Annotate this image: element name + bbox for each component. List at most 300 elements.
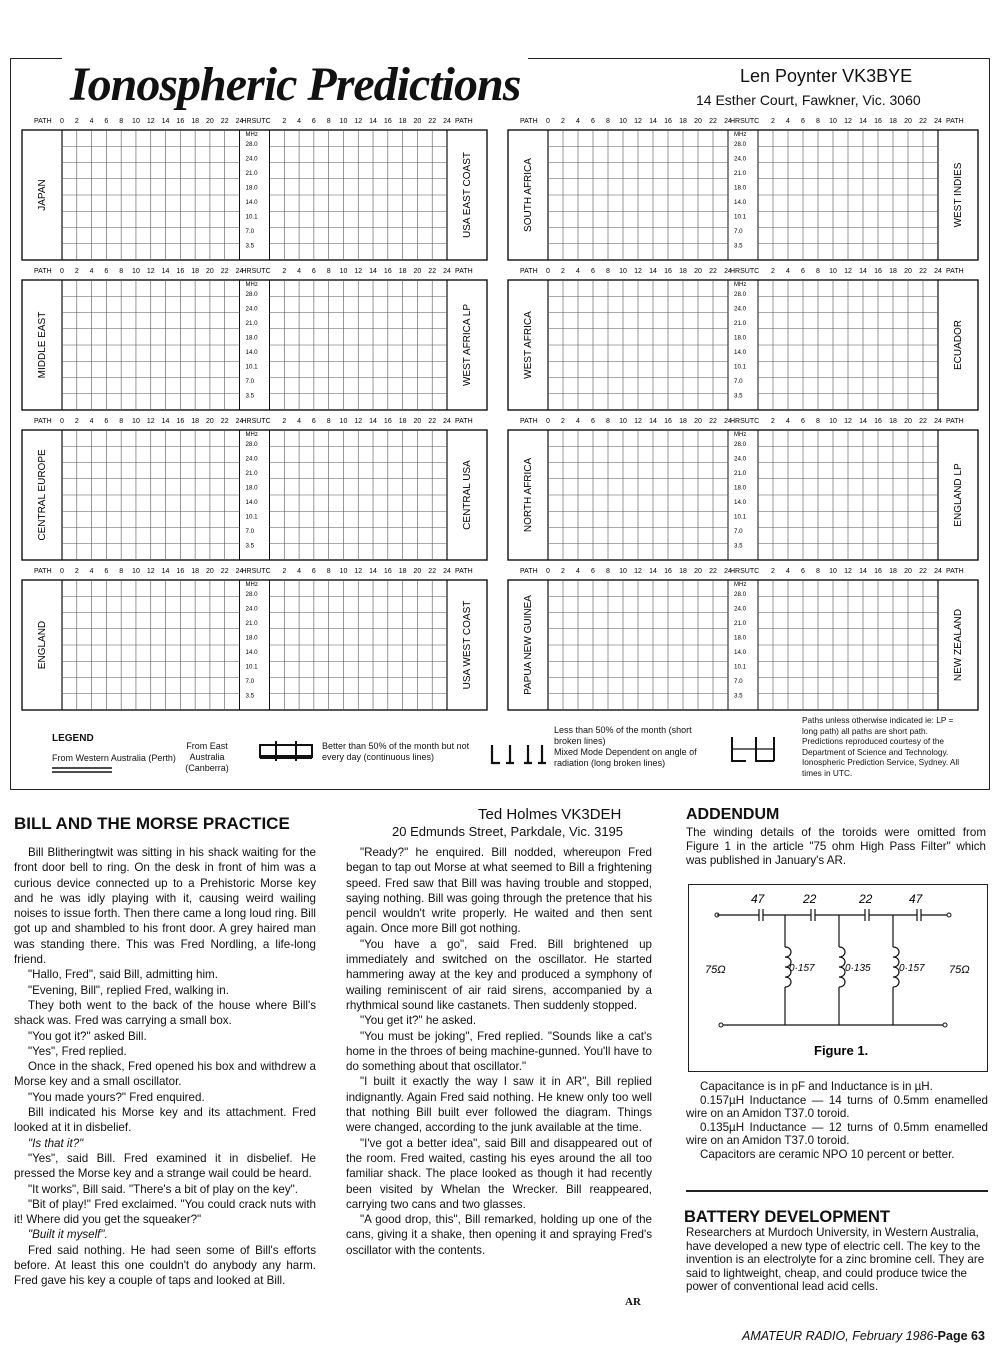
freq-tick-label: 3.5 <box>734 242 743 250</box>
hour-tick-label: 0 <box>60 418 64 425</box>
path-label-left: MIDDLE EAST <box>37 311 48 379</box>
hour-tick-label: 12 <box>634 118 642 125</box>
freq-tick-label: 21.0 <box>734 320 747 327</box>
freq-tick-label: 7.0 <box>245 228 255 235</box>
hour-tick-label: 16 <box>874 568 882 575</box>
hour-tick-label: 22 <box>709 118 717 125</box>
footer-date: February 1986- <box>848 1329 938 1343</box>
hour-tick-label: 14 <box>649 568 657 575</box>
hour-tick-label: 10 <box>829 268 837 275</box>
story-paragraph: "You get it?" he asked. <box>360 1014 477 1028</box>
story-paragraph: "Hallo, Fred", said Bill, admitting him. <box>28 968 218 982</box>
hour-tick-label: 22 <box>220 568 229 575</box>
hour-tick-label: 4 <box>297 418 302 425</box>
path-label-right: WEST INDIES <box>953 162 964 228</box>
axis-path-label: PATH <box>946 568 964 575</box>
freq-tick-label: 24.0 <box>245 155 258 163</box>
hour-tick-label: 4 <box>89 418 94 425</box>
story-paragraph: "Bit of play!" Fred exclaimed. "You could crack nuts with it! Where did you get the squeaker?" <box>14 1197 316 1227</box>
hour-tick-label: 16 <box>383 118 392 125</box>
story-paragraph: Bill indicated his Morse key and its attachment. Fred looked at it in disbelief. <box>14 1106 316 1135</box>
freq-tick-label: 28.0 <box>734 141 747 148</box>
hour-tick-label: 4 <box>297 268 302 275</box>
hour-tick-label: 10 <box>132 568 140 575</box>
hour-tick-label: 20 <box>694 568 702 575</box>
filter-schematic <box>689 885 987 1071</box>
freq-tick-label: 3.5 <box>245 542 255 550</box>
hour-tick-label: 2 <box>74 418 79 425</box>
hour-tick-label: 4 <box>786 418 790 425</box>
hour-tick-label: 20 <box>904 418 912 425</box>
addendum-note-4: Capacitors are ceramic NPO 10 percent or better. <box>700 1147 955 1161</box>
hour-tick-label: 18 <box>398 118 407 125</box>
hour-tick-label: 10 <box>132 268 140 275</box>
battery-title: BATTERY DEVELOPMENT <box>684 1208 890 1226</box>
hour-tick-label: 8 <box>326 118 331 125</box>
hour-tick-label: 24 <box>443 418 451 425</box>
story-paragraph: "It works", Bill said. "There's a bit of play on the key". <box>28 1182 298 1196</box>
freq-tick-label: 14.0 <box>734 349 747 356</box>
story-paragraph: "Yes", Fred replied. <box>28 1044 127 1058</box>
hour-tick-label: 2 <box>282 568 287 575</box>
legend-less: Less than 50% of the month (short broken lines) <box>554 725 692 746</box>
hour-tick-label: 24 <box>724 118 732 125</box>
hour-tick-label: 14 <box>161 418 170 425</box>
hour-tick-label: 2 <box>771 568 775 575</box>
freq-tick-label: 18.0 <box>734 634 747 642</box>
hour-tick-label: 20 <box>413 118 422 125</box>
hour-tick-label: 8 <box>119 418 124 425</box>
hour-tick-label: 6 <box>104 118 109 125</box>
freq-tick-label: 3.5 <box>245 392 255 400</box>
hour-tick-label: 6 <box>591 568 595 575</box>
hour-tick-label: 0 <box>60 118 64 125</box>
path-label-right: ECUADOR <box>953 319 964 371</box>
hour-tick-label: 14 <box>369 268 377 275</box>
story-paragraph: "You have a go", said Fred. Bill brightened up immediately and switched on the oscillator. He started hammering away at the key and produced a symphony of wailing reminiscent of air raid sirens, accompanied by a rhythmical sound like castanets. Then suddenly stopped. <box>346 937 652 1012</box>
hour-tick-label: 14 <box>369 118 377 125</box>
axis-path-label: PATH <box>520 568 538 575</box>
hour-tick-label: 4 <box>89 568 94 575</box>
freq-tick-label: 10.1 <box>245 513 258 521</box>
path-label-right: ENGLAND LP <box>953 463 964 527</box>
hour-tick-label: 24 <box>235 418 244 425</box>
hour-tick-label: 12 <box>634 568 642 575</box>
freq-tick-label: 7.0 <box>245 678 255 685</box>
hour-tick-label: 0 <box>546 568 550 575</box>
freq-tick-label: 18.0 <box>245 184 258 192</box>
hour-tick-label: 22 <box>220 268 229 275</box>
hour-tick-label: 0 <box>60 268 64 275</box>
story-paragraph: "Is that it?" <box>28 1136 84 1150</box>
freq-tick-label: 10.1 <box>245 363 258 371</box>
hour-tick-label: 20 <box>413 268 422 275</box>
hrsutc-label: HRSUTC <box>730 568 760 575</box>
hour-tick-label: 2 <box>282 418 287 425</box>
hour-tick-label: 18 <box>398 418 407 425</box>
hrsutc-label: HRSUTC <box>241 118 271 125</box>
hour-tick-label: 24 <box>443 118 451 125</box>
hour-tick-label: 2 <box>74 268 79 275</box>
freq-tick-label: 18.0 <box>245 484 258 492</box>
hour-tick-label: 20 <box>904 268 912 275</box>
hour-tick-label: 24 <box>443 568 451 575</box>
hour-tick-label: 16 <box>176 418 185 425</box>
cap-label-1: 47 <box>751 892 765 906</box>
hour-tick-label: 24 <box>934 118 942 125</box>
hour-tick-label: 12 <box>844 568 852 575</box>
cap-label-4: 47 <box>909 892 923 906</box>
freq-tick-label: 21.0 <box>245 470 258 477</box>
hour-tick-label: 24 <box>934 418 942 425</box>
freq-tick-label: 14.0 <box>734 499 747 506</box>
hour-tick-label: 18 <box>679 268 687 275</box>
hrsutc-label: HRSUTC <box>730 268 760 275</box>
hrsutc-label: HRSUTC <box>241 418 271 425</box>
axis-path-label: PATH <box>34 118 52 125</box>
footer-page: Page 63 <box>937 1329 985 1343</box>
hour-tick-label: 14 <box>649 268 657 275</box>
hour-tick-label: 2 <box>74 568 79 575</box>
hour-tick-label: 22 <box>428 418 437 425</box>
legend-mixed: Mixed Mode Dependent on angle of radiation (long broken lines) <box>554 747 697 768</box>
hour-tick-label: 20 <box>413 568 422 575</box>
freq-tick-label: 21.0 <box>734 470 747 477</box>
hour-tick-label: 14 <box>369 418 377 425</box>
hour-tick-label: 10 <box>339 568 348 575</box>
story-paragraph: They both went to the back of the house where Bill's shack was. Fred was carrying a small box. <box>14 998 316 1028</box>
hour-tick-label: 4 <box>297 118 302 125</box>
freq-tick-label: 14.0 <box>245 499 258 506</box>
hour-tick-label: 8 <box>816 268 820 275</box>
hour-tick-label: 6 <box>311 268 316 275</box>
hour-tick-label: 18 <box>191 418 200 425</box>
path-label-right: USA EAST COAST <box>462 152 473 238</box>
hour-tick-label: 10 <box>619 118 627 125</box>
hour-tick-label: 4 <box>786 118 790 125</box>
hour-tick-label: 8 <box>816 418 820 425</box>
hour-tick-label: 4 <box>576 268 580 275</box>
freq-tick-label: 18.0 <box>734 334 747 342</box>
legend-bars-icon <box>258 737 318 767</box>
freq-tick-label: 28.0 <box>734 291 747 298</box>
hour-tick-label: 16 <box>383 418 392 425</box>
path-label-left: PAPUA NEW GUINEA <box>523 595 534 695</box>
legend-canberra: From East Australia (Canberra) <box>185 741 229 773</box>
freq-tick-label: 14.0 <box>734 199 747 206</box>
hour-tick-label: 22 <box>919 268 927 275</box>
hrsutc-label: HRSUTC <box>241 568 271 575</box>
hour-tick-label: 22 <box>919 418 927 425</box>
legend-perth: From Western Australia (Perth) <box>52 753 176 763</box>
path-label-left: CENTRAL EUROPE <box>37 449 48 541</box>
hour-tick-label: 24 <box>724 568 732 575</box>
path-label-right: CENTRAL USA <box>462 460 473 530</box>
hour-tick-label: 4 <box>297 568 302 575</box>
hour-tick-label: 22 <box>709 268 717 275</box>
hour-tick-label: 0 <box>60 568 64 575</box>
path-label-left: SOUTH AFRICA <box>523 158 534 232</box>
axis-path-label: PATH <box>455 418 473 425</box>
hour-tick-label: 2 <box>74 118 79 125</box>
addendum-note-1: Capacitance is in pF and Inductance is in µH. <box>700 1080 933 1093</box>
hour-tick-label: 12 <box>634 418 642 425</box>
hour-tick-label: 10 <box>132 418 140 425</box>
inductor-label-2: 0·135 <box>845 963 871 974</box>
hour-tick-label: 18 <box>889 118 897 125</box>
story-column-1 <box>14 845 316 1289</box>
hour-tick-label: 18 <box>191 268 200 275</box>
hour-tick-label: 16 <box>664 568 672 575</box>
freq-tick-label: 3.5 <box>245 692 255 700</box>
freq-tick-label: 7.0 <box>734 228 743 235</box>
hour-tick-label: 8 <box>119 568 124 575</box>
freq-tick-label: 24.0 <box>245 455 258 463</box>
story-paragraph: Fred said nothing. He had seen some of Bill's efforts before. At least this one couldn't do anybody any harm. Fred gave his key a couple of taps and looked at Bill. <box>14 1243 316 1288</box>
mhz-label: MHz <box>734 432 747 438</box>
inductor-label-3: 0·157 <box>899 963 925 974</box>
hour-tick-label: 14 <box>161 268 170 275</box>
story-paragraph: Bill Blitheringtwit was sitting in his shack waiting for the front door bell to ring. On the desk in front of him was a curious device connected up to a Prehistoric Morse key and he was idly playing with it, causing weird wailing noises to issue forth. Then there came a long loud ring. Bill got up and shambled to his front door. A grey haired man was standing there. This was Fred Nordling, a life-long friend. <box>14 846 316 967</box>
axis-path-label: PATH <box>520 418 538 425</box>
axis-path-label: PATH <box>34 568 52 575</box>
hour-tick-label: 20 <box>413 418 422 425</box>
hour-tick-label: 4 <box>576 568 580 575</box>
mhz-label: MHz <box>734 582 747 588</box>
hour-tick-label: 8 <box>119 268 124 275</box>
path-label-left: NORTH AFRICA <box>523 457 534 533</box>
hour-tick-label: 6 <box>801 268 805 275</box>
hour-tick-label: 2 <box>771 418 775 425</box>
freq-tick-label: 21.0 <box>734 170 747 177</box>
hour-tick-label: 16 <box>176 268 185 275</box>
hour-tick-label: 24 <box>235 568 244 575</box>
path-label-right: WEST AFRICA LP <box>462 303 473 387</box>
hour-tick-label: 22 <box>919 118 927 125</box>
hour-tick-label: 4 <box>786 568 790 575</box>
hour-tick-label: 20 <box>904 568 912 575</box>
freq-tick-label: 7.0 <box>734 378 743 385</box>
story-paragraph: "You got it?" asked Bill. <box>28 1029 147 1043</box>
end-mark: AR <box>625 1296 641 1308</box>
inductor-label-1: 0·157 <box>789 963 815 974</box>
legend <box>22 715 982 785</box>
story-author: Ted Holmes VK3DEH <box>478 806 622 823</box>
hour-tick-label: 14 <box>859 118 867 125</box>
hour-tick-label: 18 <box>191 568 200 575</box>
hrsutc-label: HRSUTC <box>730 418 760 425</box>
addendum-title: ADDENDUM <box>686 806 780 823</box>
hour-tick-label: 16 <box>176 118 185 125</box>
path-label-right: NEW ZEALAND <box>953 608 964 682</box>
story-address: 20 Edmunds Street, Parkdale, Vic. 3195 <box>392 824 624 839</box>
freq-tick-label: 28.0 <box>245 591 258 598</box>
freq-tick-label: 21.0 <box>734 620 747 627</box>
hour-tick-label: 6 <box>591 418 595 425</box>
freq-tick-label: 3.5 <box>734 542 743 550</box>
freq-tick-label: 3.5 <box>734 392 743 400</box>
hour-tick-label: 20 <box>206 418 214 425</box>
freq-tick-label: 7.0 <box>245 378 255 385</box>
freq-tick-label: 7.0 <box>734 528 743 535</box>
addendum-note-3: 0.135µH Inductance — 12 turns of 0.5mm enamelled wire on an Amidon T37.0 toroid. <box>686 1120 988 1148</box>
hour-tick-label: 12 <box>146 118 155 125</box>
hour-tick-label: 22 <box>428 568 437 575</box>
freq-tick-label: 24.0 <box>734 305 747 313</box>
story-paragraph: "You must be joking", Fred replied. "Sounds like a cat's home in the throes of being machine-gunned. You'll have to do something about that oscillator." <box>346 1029 652 1074</box>
hour-tick-label: 20 <box>904 118 912 125</box>
hour-tick-label: 6 <box>591 268 595 275</box>
hour-tick-label: 18 <box>398 568 407 575</box>
figure-caption: Figure 1. <box>814 1043 869 1058</box>
story-paragraph: "Yes", said Bill. Fred examined it in disbelief. He pressed the Morse key and a strange wail could be heard. <box>14 1151 316 1181</box>
freq-tick-label: 14.0 <box>245 649 258 656</box>
freq-tick-label: 10.1 <box>245 213 258 221</box>
hour-tick-label: 2 <box>561 268 565 275</box>
hour-tick-label: 12 <box>354 418 363 425</box>
freq-tick-label: 24.0 <box>734 605 747 613</box>
hour-tick-label: 8 <box>606 418 610 425</box>
hour-tick-label: 8 <box>816 568 820 575</box>
hour-tick-label: 24 <box>235 118 244 125</box>
hour-tick-label: 12 <box>634 268 642 275</box>
hour-tick-label: 6 <box>104 418 109 425</box>
hour-tick-label: 0 <box>546 118 550 125</box>
freq-tick-label: 3.5 <box>245 242 255 250</box>
axis-path-label: PATH <box>946 418 964 425</box>
freq-tick-label: 3.5 <box>734 692 743 700</box>
path-label-left: JAPAN <box>37 179 48 211</box>
hour-tick-label: 6 <box>311 418 316 425</box>
freq-tick-label: 21.0 <box>245 170 258 177</box>
hour-tick-label: 18 <box>889 268 897 275</box>
predictions-address: 14 Esther Court, Fawkner, Vic. 3060 <box>696 92 921 108</box>
path-label-left: WEST AFRICA <box>523 311 534 379</box>
section-divider <box>686 1190 988 1192</box>
mhz-label: MHz <box>245 282 258 288</box>
hour-tick-label: 4 <box>89 118 94 125</box>
freq-tick-label: 10.1 <box>734 663 747 671</box>
hour-tick-label: 22 <box>220 118 229 125</box>
freq-tick-label: 28.0 <box>245 141 258 148</box>
axis-path-label: PATH <box>455 568 473 575</box>
freq-tick-label: 18.0 <box>734 184 747 192</box>
hour-tick-label: 18 <box>398 268 407 275</box>
freq-tick-label: 18.0 <box>245 634 258 642</box>
legend-mixed-icon <box>726 731 786 771</box>
freq-tick-label: 14.0 <box>245 349 258 356</box>
footer-magazine: AMATEUR RADIO, <box>742 1329 849 1343</box>
hour-tick-label: 16 <box>664 418 672 425</box>
battery-text: Researchers at Murdoch University, in Western Australia, have developed a new type of electric cell. The key to the invention is an electrolyte for a zinc bromine cell. They are said to lightweight, cheap, and could produce twice the power of conventional lead acid cells. <box>686 1226 985 1294</box>
hour-tick-label: 10 <box>829 418 837 425</box>
axis-path-label: PATH <box>520 268 538 275</box>
hour-tick-label: 10 <box>339 118 348 125</box>
cap-label-3: 22 <box>859 892 873 906</box>
hour-tick-label: 2 <box>771 268 775 275</box>
predictions-author: Len Poynter VK3BYE <box>740 66 913 86</box>
freq-tick-label: 10.1 <box>734 213 747 221</box>
hour-tick-label: 18 <box>889 568 897 575</box>
hour-tick-label: 10 <box>829 118 837 125</box>
hour-tick-label: 8 <box>606 268 610 275</box>
hour-tick-label: 16 <box>664 268 672 275</box>
hour-tick-label: 8 <box>606 568 610 575</box>
story-paragraph: "Ready?" he enquired. Bill nodded, whereupon Fred began to tap out Morse at what seemed to Bill a frightening speed. Fred saw that Bill was having trouble and stopped, saying nothing. Bill was going through the pretence that his pencil wouldn't write properly. He waited and then sent again. Once more Bill got nothing. <box>346 846 652 936</box>
hour-tick-label: 8 <box>326 568 331 575</box>
hour-tick-label: 22 <box>428 118 437 125</box>
hour-tick-label: 6 <box>104 568 109 575</box>
hour-tick-label: 6 <box>591 118 595 125</box>
hour-tick-label: 6 <box>311 118 316 125</box>
hour-tick-label: 10 <box>339 268 348 275</box>
hour-tick-label: 10 <box>339 418 348 425</box>
hour-tick-label: 10 <box>829 568 837 575</box>
hour-tick-label: 8 <box>326 418 331 425</box>
hour-tick-label: 12 <box>146 418 155 425</box>
hour-tick-label: 24 <box>235 268 244 275</box>
hour-tick-label: 16 <box>874 268 882 275</box>
hour-tick-label: 18 <box>679 568 687 575</box>
hour-tick-label: 24 <box>934 268 942 275</box>
hour-tick-label: 10 <box>132 118 140 125</box>
addendum-text: The winding details of the toroids were omitted from Figure 1 in the article "75 ohm High Pass Filter" which was published in January's AR. <box>686 826 986 867</box>
hour-tick-label: 14 <box>161 568 170 575</box>
hour-tick-label: 6 <box>801 568 805 575</box>
hour-tick-label: 4 <box>576 418 580 425</box>
hour-tick-label: 22 <box>709 568 717 575</box>
hour-tick-label: 22 <box>428 268 437 275</box>
impedance-right: 75Ω <box>949 964 970 976</box>
hour-tick-label: 24 <box>934 568 942 575</box>
hour-tick-label: 14 <box>649 418 657 425</box>
axis-path-label: PATH <box>520 118 538 125</box>
hour-tick-label: 16 <box>383 568 392 575</box>
freq-tick-label: 21.0 <box>245 620 258 627</box>
freq-tick-label: 28.0 <box>734 591 747 598</box>
freq-tick-label: 28.0 <box>245 291 258 298</box>
hour-tick-label: 22 <box>220 418 229 425</box>
hour-tick-label: 8 <box>119 118 124 125</box>
cap-label-2: 22 <box>803 892 817 906</box>
freq-tick-label: 28.0 <box>734 441 747 448</box>
story-paragraph: "A good drop, this", Bill remarked, holding up one of the cans, giving it a shake, then opening it and spraying Fred's oscillator with the contents. <box>346 1213 652 1257</box>
freq-tick-label: 14.0 <box>734 649 747 656</box>
hour-tick-label: 12 <box>354 118 363 125</box>
story-paragraph: "Built it myself". <box>28 1228 108 1242</box>
hrsutc-label: HRSUTC <box>241 268 271 275</box>
hour-tick-label: 2 <box>282 268 287 275</box>
hour-tick-label: 16 <box>874 118 882 125</box>
freq-tick-label: 10.1 <box>734 363 747 371</box>
hour-tick-label: 8 <box>326 268 331 275</box>
hour-tick-label: 0 <box>546 418 550 425</box>
legend-notes: Paths unless otherwise indicated ie: LP = long path) all paths are short path. Predictions reproduced courtesy of the Department of Science and Technology. Ionospheric Prediction Service, Sydney. All times in UTC. <box>802 715 960 778</box>
path-label-left: ENGLAND <box>37 620 48 670</box>
story-title: BILL AND THE MORSE PRACTICE <box>14 814 290 833</box>
story-paragraph: "I built it exactly the way I saw it in AR", Bill replied indignantly. Again Fred said nothing. He knew only too well that nothing Bill built ever followed the diagram. Things were changed, according to the junk available at the time. <box>346 1075 652 1135</box>
hrsutc-label: HRSUTC <box>730 118 760 125</box>
page-title: Ionospheric Predictions <box>62 56 528 114</box>
hour-tick-label: 2 <box>282 118 287 125</box>
hour-tick-label: 20 <box>694 418 702 425</box>
mhz-label: MHz <box>245 132 258 138</box>
freq-tick-label: 24.0 <box>245 305 258 313</box>
freq-tick-label: 28.0 <box>245 441 258 448</box>
mhz-label: MHz <box>734 132 747 138</box>
hour-tick-label: 12 <box>354 568 363 575</box>
page-footer <box>742 1329 985 1343</box>
